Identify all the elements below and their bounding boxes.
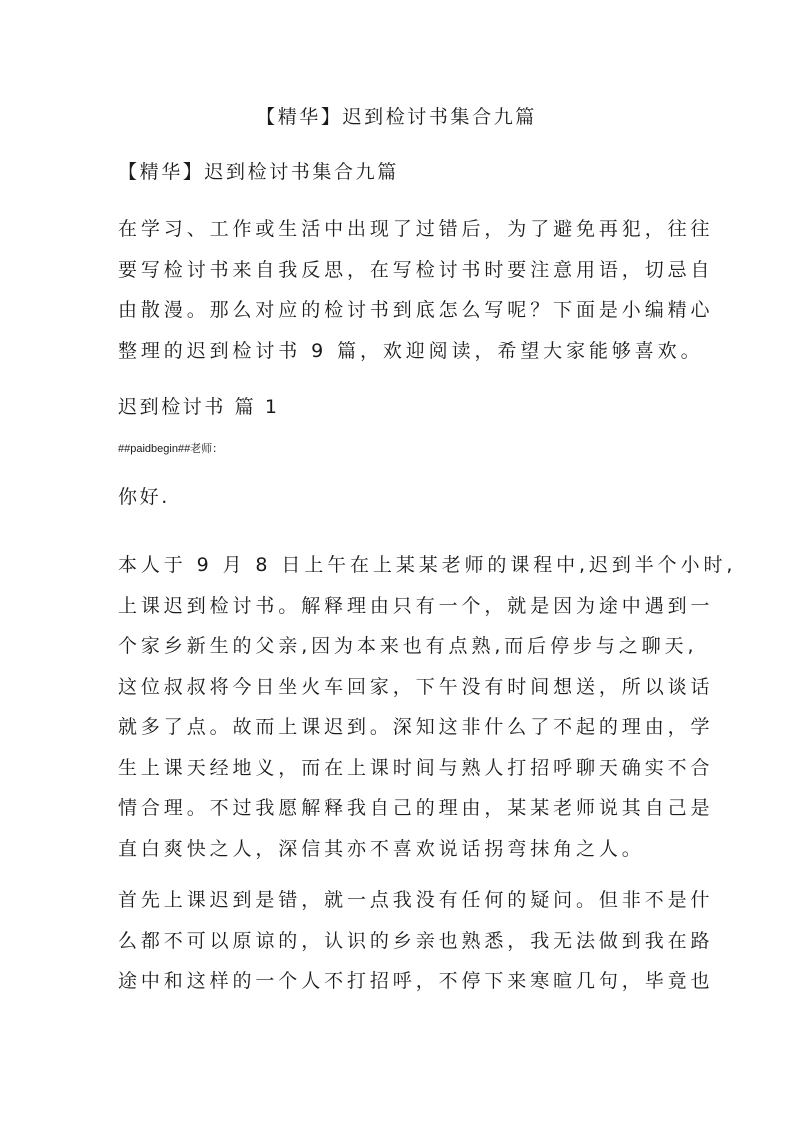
document-title: 【精华】迟到检讨书集合九篇	[256, 106, 537, 128]
body-line: 个家乡新生的父亲,因为本来也有点熟,而后停步与之聊天,	[118, 635, 698, 657]
section-heading: 迟到检讨书 篇 1	[118, 396, 280, 418]
intro-line: 在学习、工作或生活中出现了过错后，为了避免再犯，往往	[118, 218, 714, 240]
body-line: 么都不可以原谅的，认识的乡亲也熟悉，我无法做到我在路	[118, 929, 714, 952]
body-line: 本人于 9 月 8 日上午在上某某老师的课程中,迟到半个小时,	[118, 554, 737, 576]
paid-marker-salutation: ##paidbegin##老师：	[118, 443, 224, 455]
body-line: 这位叔叔将今日坐火车回家，下午没有时间想送，所以谈话	[118, 675, 714, 698]
body-line: 首先上课迟到是错，就一点我没有任何的疑问。但非不是什	[118, 889, 714, 911]
body-paragraph-1	[118, 545, 737, 869]
body-line: 直白爽快之人，深信其亦不喜欢说话拐弯抹角之人。	[118, 837, 645, 860]
body-line: 途中和这样的一个人不打招呼，不停下来寒暄几句，毕竟也	[118, 970, 714, 992]
intro-line: 由散漫。那么对应的检讨书到底怎么写呢？下面是小编精心	[118, 299, 714, 321]
body-line: 生上课天经地义，而在上课时间与熟人打招呼聊天确实不合	[118, 756, 714, 779]
intro-line: 整理的迟到检讨书 9 篇，欢迎阅读，希望大家能够喜欢。	[118, 339, 704, 362]
intro-line: 要写检讨书来自我反思，在写检讨书时要注意用语，切忌自	[118, 258, 714, 281]
body-line: 情合理。不过我愿解释我自己的理由，某某老师说其自己是	[118, 797, 714, 819]
intro-paragraph	[118, 209, 714, 371]
document-subtitle: 【精华】迟到检讨书集合九篇	[118, 161, 399, 183]
body-line: 上课迟到检讨书。解释理由只有一个，就是因为途中遇到一	[118, 594, 714, 617]
body-paragraph-2	[118, 880, 714, 1002]
body-line: 就多了点。故而上课迟到。深知这非什么了不起的理由，学	[118, 716, 714, 738]
greeting: 你好.	[118, 486, 170, 508]
